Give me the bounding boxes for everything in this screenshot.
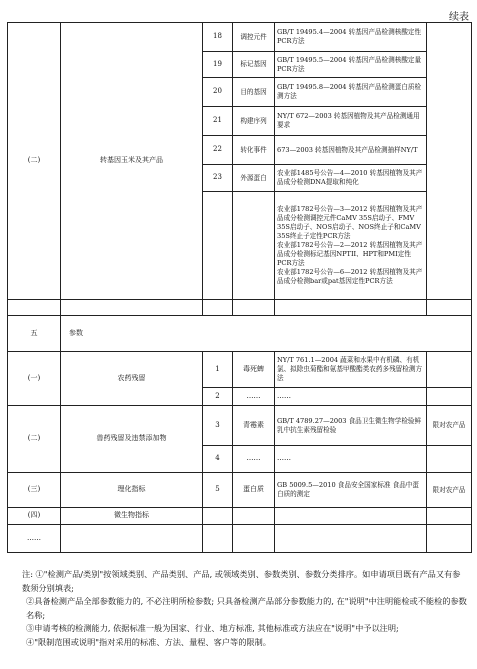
group-category: 理化指标 [61,473,203,508]
row-method: 农业部1485号公告—4—2010 转基因植物及其产品成分检测DNA提取和纯化 [275,165,427,192]
row-method: …… [275,388,427,406]
row-note: 限对农产品 [427,473,472,508]
row-method: 673—2003 转基因植物及其产品检测抽样NY/T [275,136,427,165]
row-id: 4 [203,446,233,473]
row-method: NY/T 672—2003 转基因植物及其产品检测通用要求 [275,107,427,136]
row-method: …… [275,446,427,473]
section-no: (二) [8,23,61,300]
row-note [427,388,472,406]
table-row [8,525,472,553]
row-note [427,352,472,388]
table-row [8,23,472,52]
row-method: GB/T 19495.5—2004 转基因产品检测核酸定量PCR方法 [275,52,427,78]
group-category: 兽药残留及违禁添加物 [61,406,203,473]
row-id: 18 [203,23,233,52]
table-row [8,316,472,352]
table-row [8,508,472,525]
row-id: 22 [203,136,233,165]
table-row [8,300,472,316]
row-param: 青霉素 [233,406,275,446]
row-param: 毒死蜱 [233,352,275,388]
row-id: 1 [203,352,233,388]
row-id: 23 [203,165,233,192]
extra-methods [275,192,427,300]
row-param: 蛋白质 [233,473,275,508]
footnotes [22,568,468,649]
row-method: GB/T 19495.8—2004 转基因产品检测蛋白质检测方法 [275,78,427,107]
section-category: 转基因玉米及其产品 [61,23,203,300]
section5-label: 参数 [61,316,472,352]
row-param: 标记基因 [233,52,275,78]
row-id: 21 [203,107,233,136]
group-no: (一) [8,352,61,406]
table-row [8,406,472,446]
footnote: ④"限制范围或说明"指对采用的标准、方法、量程、客户等的限制。 [26,636,271,647]
group-category: 微生物指标 [61,508,203,525]
empty-id [203,192,233,300]
row-param: …… [233,446,275,473]
group-category: 农药残留 [61,352,203,406]
continued-label: 续表 [449,12,469,23]
group-no: (二) [8,406,61,473]
table-row [8,352,472,388]
row-id: 2 [203,388,233,406]
row-param: 目的基因 [233,78,275,107]
row-id: 19 [203,52,233,78]
row-param: 构建序列 [233,107,275,136]
tail-ellipsis: …… [8,525,61,553]
method-line: 农业部1782号公告—2—2012 转基因植物及其产品成分检测标记基因NPTII、HPT和PMI定性PCR方法 [277,241,423,267]
row-method: GB/T 4789.27—2003 食品卫生微生物学检验鲜乳中抗生素残留检验 [275,406,427,446]
row-note [427,446,472,473]
row-param: 转化事件 [233,136,275,165]
row-id: 3 [203,406,233,446]
empty-param [233,192,275,300]
footnote: ③申请考核的检测能力, 依据标准一般为国家、行业、地方标准, 其他标准或方法应在"说明"中予以注明; [26,623,399,634]
footnote: 注: ①"检测产品/类别"按领域类别、产品类别、产品, 或领域类别、参数类别、参数分类排序。如申请项目既有产品又有参数须分别填表; [22,569,461,593]
method-line: 农业部1782号公告—3—2012 转基因植物及其产品成分检测调控元件CaMV 35S启动子、FMV 35S启动子、NOS启动子、NOS终止子和CaMV 35S终止子定性PCR方法 [277,205,423,241]
footnote: ②具备检测产品全部参数能力的, 不必注明所检参数; 只具备检测产品部分参数能力的, 在"说明"中注明能检或不能检的参数名称; [26,596,467,620]
section5-no: 五 [8,316,61,352]
method-line: 农业部1782号公告—6—2012 转基因植物及其产品成分检测bar或pat基因定性PCR方法 [277,267,423,285]
row-id: 5 [203,473,233,508]
row-method: GB/T 19495.4—2004 转基因产品检测核酸定性PCR方法 [275,23,427,52]
row-param: 调控元件 [233,23,275,52]
row-param: 外源蛋白 [233,165,275,192]
row-method: GB 5009.5—2010 食品安全国家标准 食品中蛋白质的测定 [275,473,427,508]
accreditation-table [7,22,472,553]
row-param: …… [233,388,275,406]
group-no: (四) [8,508,61,525]
row-id: 20 [203,78,233,107]
row-note: 限对农产品 [427,406,472,446]
row-note [427,23,472,300]
group-no: (三) [8,473,61,508]
row-method: NY/T 761.1—2004 蔬菜和水果中有机磷、有机氯、拟除虫菊酯和氨基甲酸酯类农药多残留检测方法 [275,352,427,388]
table-row [8,473,472,508]
